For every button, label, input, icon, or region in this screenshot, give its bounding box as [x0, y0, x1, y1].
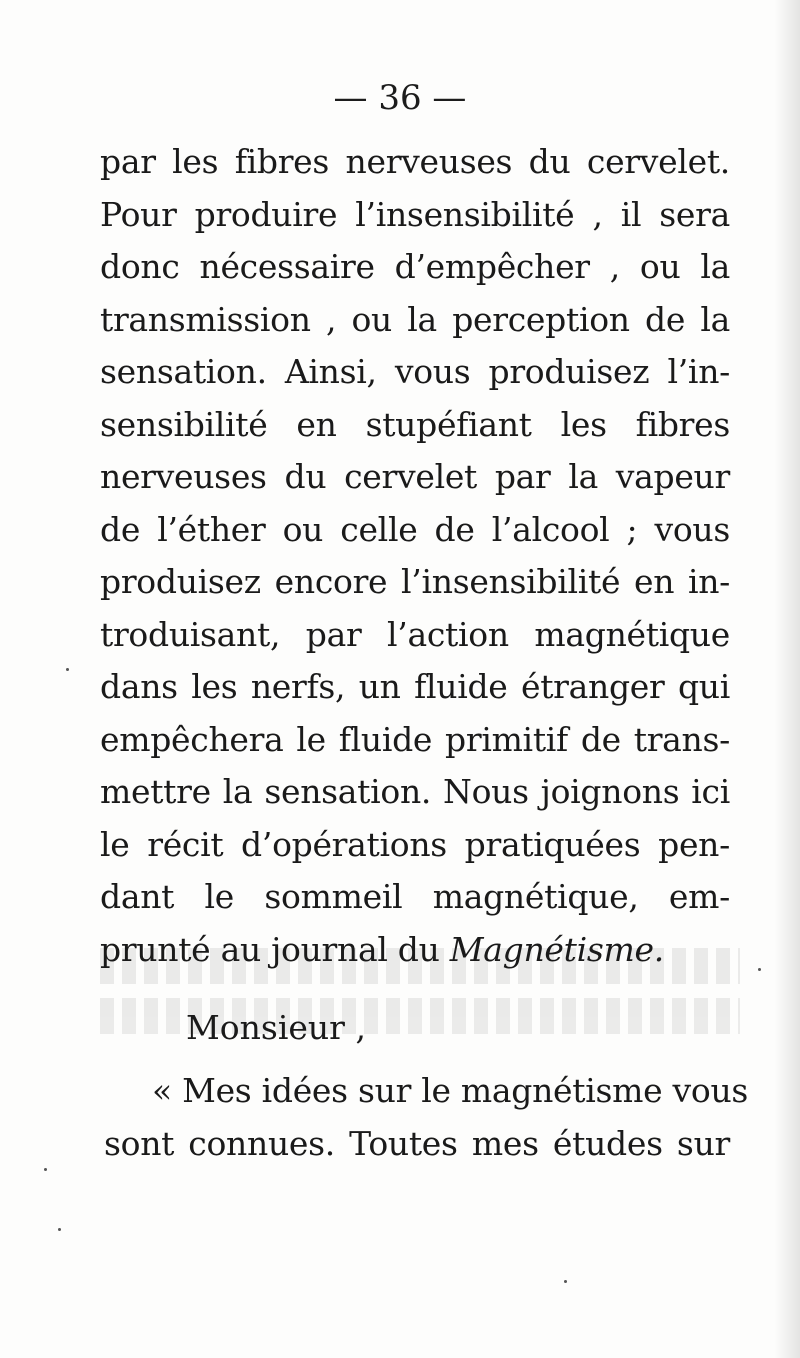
text-line: de l’éther ou celle de l’alcool ; vous [100, 509, 730, 549]
text-line: produisez encore l’insensibilité en in- [100, 562, 730, 601]
text-line: troduisant, par l’action magnétique [100, 614, 730, 654]
paper-speck [758, 968, 761, 971]
text-line: transmission , ou la perception de la [100, 299, 730, 339]
text-line: donc nécessaire d’empêcher , ou la [100, 247, 730, 286]
text-line: dans les nerfs, un fluide étranger qui [100, 667, 730, 706]
text-line: nerveuses du cervelet par la vapeur [100, 457, 730, 496]
text-line-roman: prunté au journal du [100, 929, 450, 969]
text-line: sensibilité en stupéfiant les fibres [100, 404, 730, 444]
text-line: par les fibres nerveuses du cervelet. [100, 142, 730, 181]
paper-speck [66, 668, 69, 671]
text-line: mettre la sensation. Nous joignons ici [100, 772, 730, 811]
text-line-last [100, 924, 730, 977]
paper-speck [44, 1168, 47, 1171]
letter-salutation: Monsieur , [186, 1008, 366, 1047]
letter-line: sont connues. Toutes mes études sur [104, 1124, 730, 1163]
letter-paragraph [104, 1064, 749, 1170]
text-line: sensation. Ainsi, vous produisez l’in- [100, 352, 730, 391]
paper-speck [58, 1228, 61, 1231]
body-paragraph [100, 136, 730, 976]
text-line: Pour produire l’insensibilité , il sera [100, 194, 730, 234]
page-number: — 36 — [333, 78, 467, 118]
text-line: empêchera le fluide primitif de trans- [100, 719, 730, 759]
paper-speck [564, 1280, 567, 1283]
page-edge-shadow [774, 0, 800, 1358]
journal-title-italic: Magnétisme. [449, 929, 664, 969]
letter-line: « Mes idées sur le magnétisme vous [152, 1071, 749, 1110]
text-line: le récit d’opérations pratiquées pen- [100, 824, 730, 864]
text-line: dant le sommeil magnétique, em- [100, 877, 730, 916]
